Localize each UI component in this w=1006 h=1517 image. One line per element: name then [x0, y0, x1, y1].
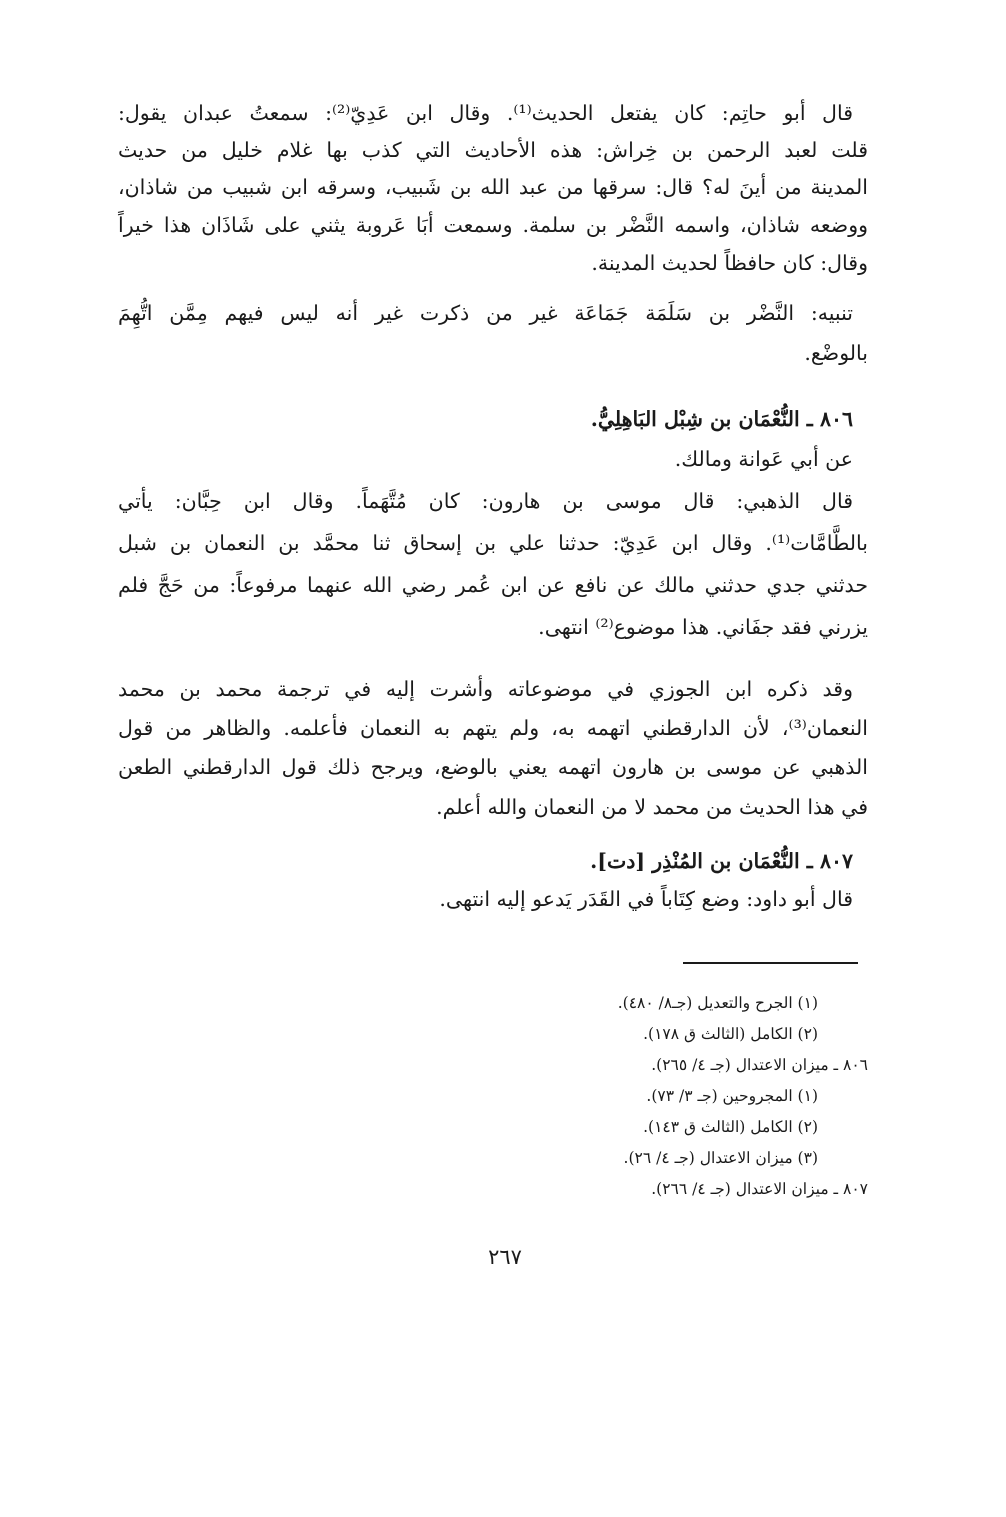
footnote: (١) الجرح والتعديل (جـ٨/ ٤٨٠). — [617, 994, 818, 1012]
entry-heading-806: ٨٠٦ ـ النُّعْمَان بن شِبْل البَاهِلِيُّ. — [590, 407, 853, 431]
footnote: ٨٠٧ ـ ميزان الاعتدال (جـ ٤/ ٢٦٦). — [651, 1180, 868, 1198]
note-line: بالوضْع. — [804, 341, 868, 365]
body-line: يزرني فقد جفَاني. هذا موضوع⁽²⁾ انتهى. — [538, 615, 868, 639]
body-line: وقد ذكره ابن الجوزي في موضوعاته وأشرت إليه في ترجمة محمد بن محمد — [118, 677, 853, 701]
body-line: الذهبي عن موسى بن هارون اتهمه يعني بالوضع، ويرجح ذلك قول الدارقطني الطعن — [118, 755, 868, 779]
footnote: (٣) ميزان الاعتدال (جـ ٤/ ٢٦). — [623, 1149, 818, 1167]
body-line: في هذا الحديث من محمد لا من النعمان والله أعلم. — [436, 795, 868, 819]
body-line: قال أبو حاتِم: كان يفتعل الحديث⁽¹⁾. وقال ابن عَدِيّ⁽²⁾: سمعتُ عبدان يقول: — [118, 101, 854, 125]
body-line: قال الذهبي: قال موسى بن هارون: كان مُتَّهَماً. وقال ابن حِبَّان: يأتي — [118, 489, 853, 513]
footnote: (١) المجروحين (جـ ٣/ ٧٣). — [646, 1087, 818, 1105]
entry-heading-807: ٨٠٧ ـ النُّعْمَان بن المُنْذِر [دت]. — [590, 849, 853, 873]
body-line: بالطَّامَّات⁽¹⁾. وقال ابن عَدِيّ: حدثنا علي بن إسحاق ثنا محمَّد بن النعمان بن شبل — [118, 531, 868, 555]
body-line: النعمان⁽³⁾، لأن الدارقطني اتهمه به، ولم يتهم به النعمان فأعلمه. والظاهر من قول — [118, 716, 868, 740]
body-line: حدثني جدي حدثني مالك عن نافع عن ابن عُمر رضي الله عنهما مرفوعاً: من حَجَّ فلم — [118, 573, 868, 597]
footnote: ٨٠٦ ـ ميزان الاعتدال (جـ ٤/ ٢٦٥). — [651, 1056, 868, 1074]
note-line: تنبيه: النَّضْر بن سَلَمَة جَمَاعَة غير من ذكرت غير أنه ليس فيهم مِمَّن اتُّهِمَ — [118, 301, 853, 325]
page-number: ٢٦٧ — [488, 1245, 522, 1269]
body-line: وقال: كان حافظاً لحديث المدينة. — [591, 251, 868, 275]
footnote-separator — [683, 962, 858, 964]
footnote: (٢) الكامل (الثالث ق ١٧٨). — [643, 1025, 818, 1043]
footnote: (٢) الكامل (الثالث ق ١٤٣). — [643, 1118, 818, 1136]
body-line: المدينة من أينَ له؟ قال: سرقها من عبد الله بن شَبيب، وسرقه ابن شبيب من شاذان، — [118, 175, 868, 199]
body-line: ووضعه شاذان، واسمه النَّضْر بن سلمة. وسمعت أبَا عَروبة يثني على شَاذَان هذا خيراً — [118, 213, 868, 237]
body-line: قلت لعبد الرحمن بن خِراش: هذه الأحاديث التي كذب بها غلام خليل من حديث — [118, 138, 868, 162]
body-line: قال أبو داود: وضع كِتَاباً في القَدَر يَدعو إليه انتهى. — [439, 887, 853, 911]
body-line: عن أبي عَوانة ومالك. — [674, 447, 853, 471]
